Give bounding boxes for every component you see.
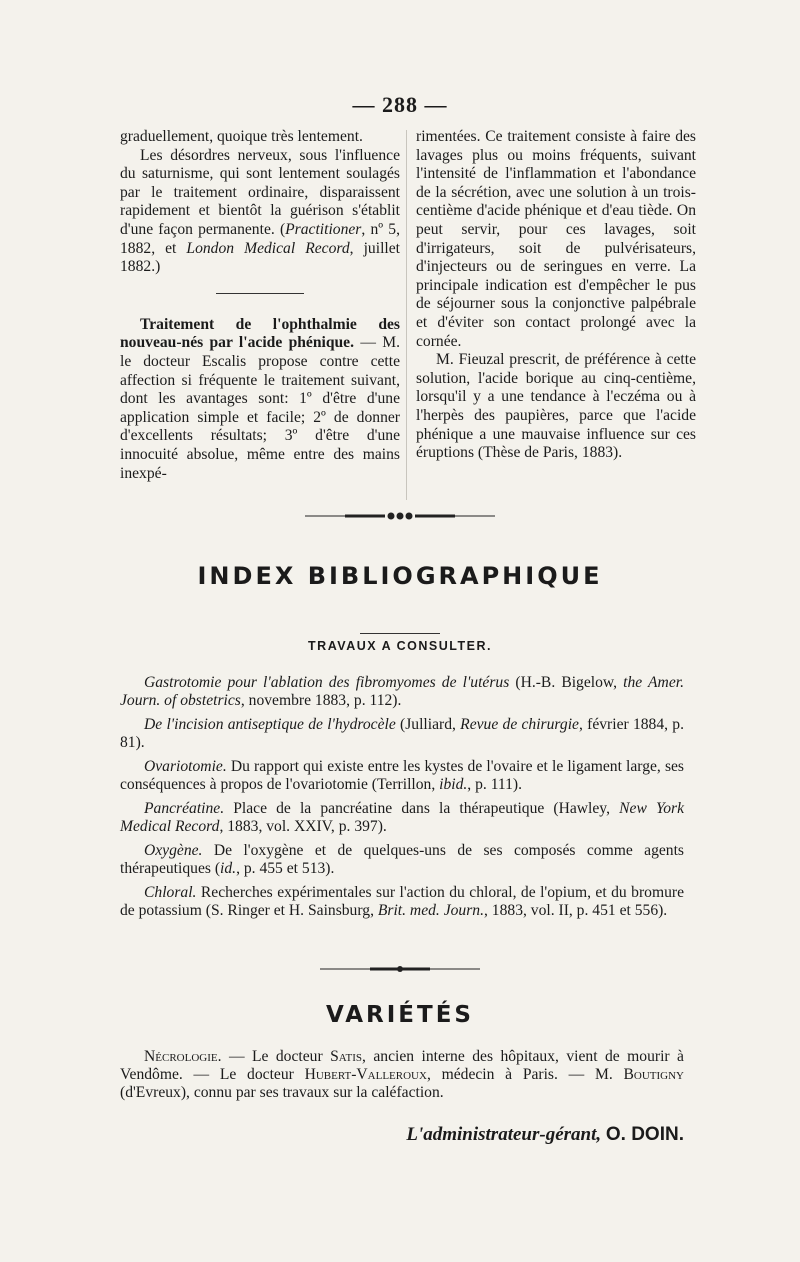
reference-item: Oxygène. De l'oxygène et de quelques-uns de ses composés comme agents thérapeutiques (id., p. 455 et 513). [120, 842, 684, 877]
article-paragraph: Traitement de l'ophthalmie des nouveau-nés par l'acide phénique. — M. le docteur Escalis propose contre cette affection si fréquente le traitement suivant, dont les avantages sont: 1º d'être d'une application simple et facile; 2º de donner d'excellents résultats; 3º d'être d'une innocuité absolue, même entre des mains inexpé- [120, 315, 400, 482]
left-paragraph-1: graduellement, quoique très lentement. [120, 128, 363, 145]
reference-item: Pancréatine. Place de la pancréatine dans la thérapeutique (Hawley, New York Medical Record, 1883, vol. XXIV, p. 397). [120, 800, 685, 835]
ornament-divider [305, 510, 495, 522]
right-column [416, 128, 696, 463]
signature [340, 1124, 684, 1146]
separator-rule [216, 293, 304, 294]
source-london-record: London Medical Record [186, 239, 350, 257]
reference-item: Gastrotomie pour l'ablation des fibromyomes de l'utérus (H.-B. Bigelow, the Amer. Journ. of obstetrics, novembre 1883, p. 112). [120, 674, 684, 709]
reference-item: Ovariotomie. Du rapport qui existe entre les kystes de l'ovaire et le ligament large, ses conséquences à propos de l'ovariotomie (Terrillon, ibid., p. 111). [120, 758, 684, 793]
subtitle-rule [360, 633, 440, 634]
reference-list [120, 674, 684, 926]
varietes-divider [320, 965, 480, 973]
varietes-title: VARIÉTÉS [326, 1002, 474, 1028]
necrology-paragraph: Nécrologie. — Le docteur Satis, ancien interne des hôpitaux, vient de mourir à Vendôme. — Le docteur Hubert-Valleroux, médecin à Paris. — M. Boutigny (d'Evreux), connu par ses travaux sur la caléfaction. [120, 1048, 684, 1101]
left-column [120, 128, 400, 483]
left-paragraph-2: Les désordres nerveux, sous l'influence du saturnisme, qui sont lentement soulagés par le traitement ordinaire, disparaissent rapidement et bientôt la guérison s'établit d'une façon permanente. (Practitioner, nº 5, 1882, et London Medical Record, juillet 1882.) [120, 146, 400, 276]
source-practitioner: Practitioner [285, 220, 362, 238]
index-subtitle: TRAVAUX A CONSULTER. [308, 639, 492, 653]
reference-item: Chloral. Recherches expérimentales sur l'action du chloral, de l'opium, et du bromure de potassium (S. Ringer et H. Sainsburg, Brit. med. Journ., 1883, vol. II, p. 451 et 556). [120, 884, 684, 919]
necrology-label: Nécrologie. [144, 1048, 222, 1065]
signature-name: O. DOIN. [605, 1124, 684, 1145]
signature-role: L'administrateur-gérant, [406, 1124, 602, 1145]
index-title: INDEX BIBLIOGRAPHIQUE [197, 562, 603, 590]
right-paragraph-1: rimentées. Ce traitement consiste à faire des lavages plus ou moins fréquents, suivant l'intensité de l'inflammation et l'abondance de la sécrétion, avec une solution à un trois-centième d'acide phénique et d'eau tiède. On peut servir, pour ces lavages, soit d'irrigateurs, soit de pulvérisateurs, d'injecteurs ou de seringues en verre. La principale indication est d'empêcher le pus de séjourner sous la conjonctive palpébrale et d'éviter son contact prolongé avec la cornée. [416, 128, 696, 350]
article-heading: Traitement de l'ophthalmie des nouveau-nés par l'acide phénique. [120, 315, 400, 352]
reference-item: De l'incision antiseptique de l'hydrocèle (Julliard, Revue de chirurgie, février 1884, p. 81). [120, 716, 684, 751]
right-paragraph-2: M. Fieuzal prescrit, de préférence à cette solution, l'acide borique au cinq-centième, lorsqu'il y a une tendance à l'eczéma ou à l'herpès des paupières, parce que l'acide phénique a une mauvaise influence sur ces éruptions (Thèse de Paris, 1883). [416, 351, 696, 462]
column-divider [406, 130, 407, 500]
page-number: — 288 — [352, 92, 448, 117]
